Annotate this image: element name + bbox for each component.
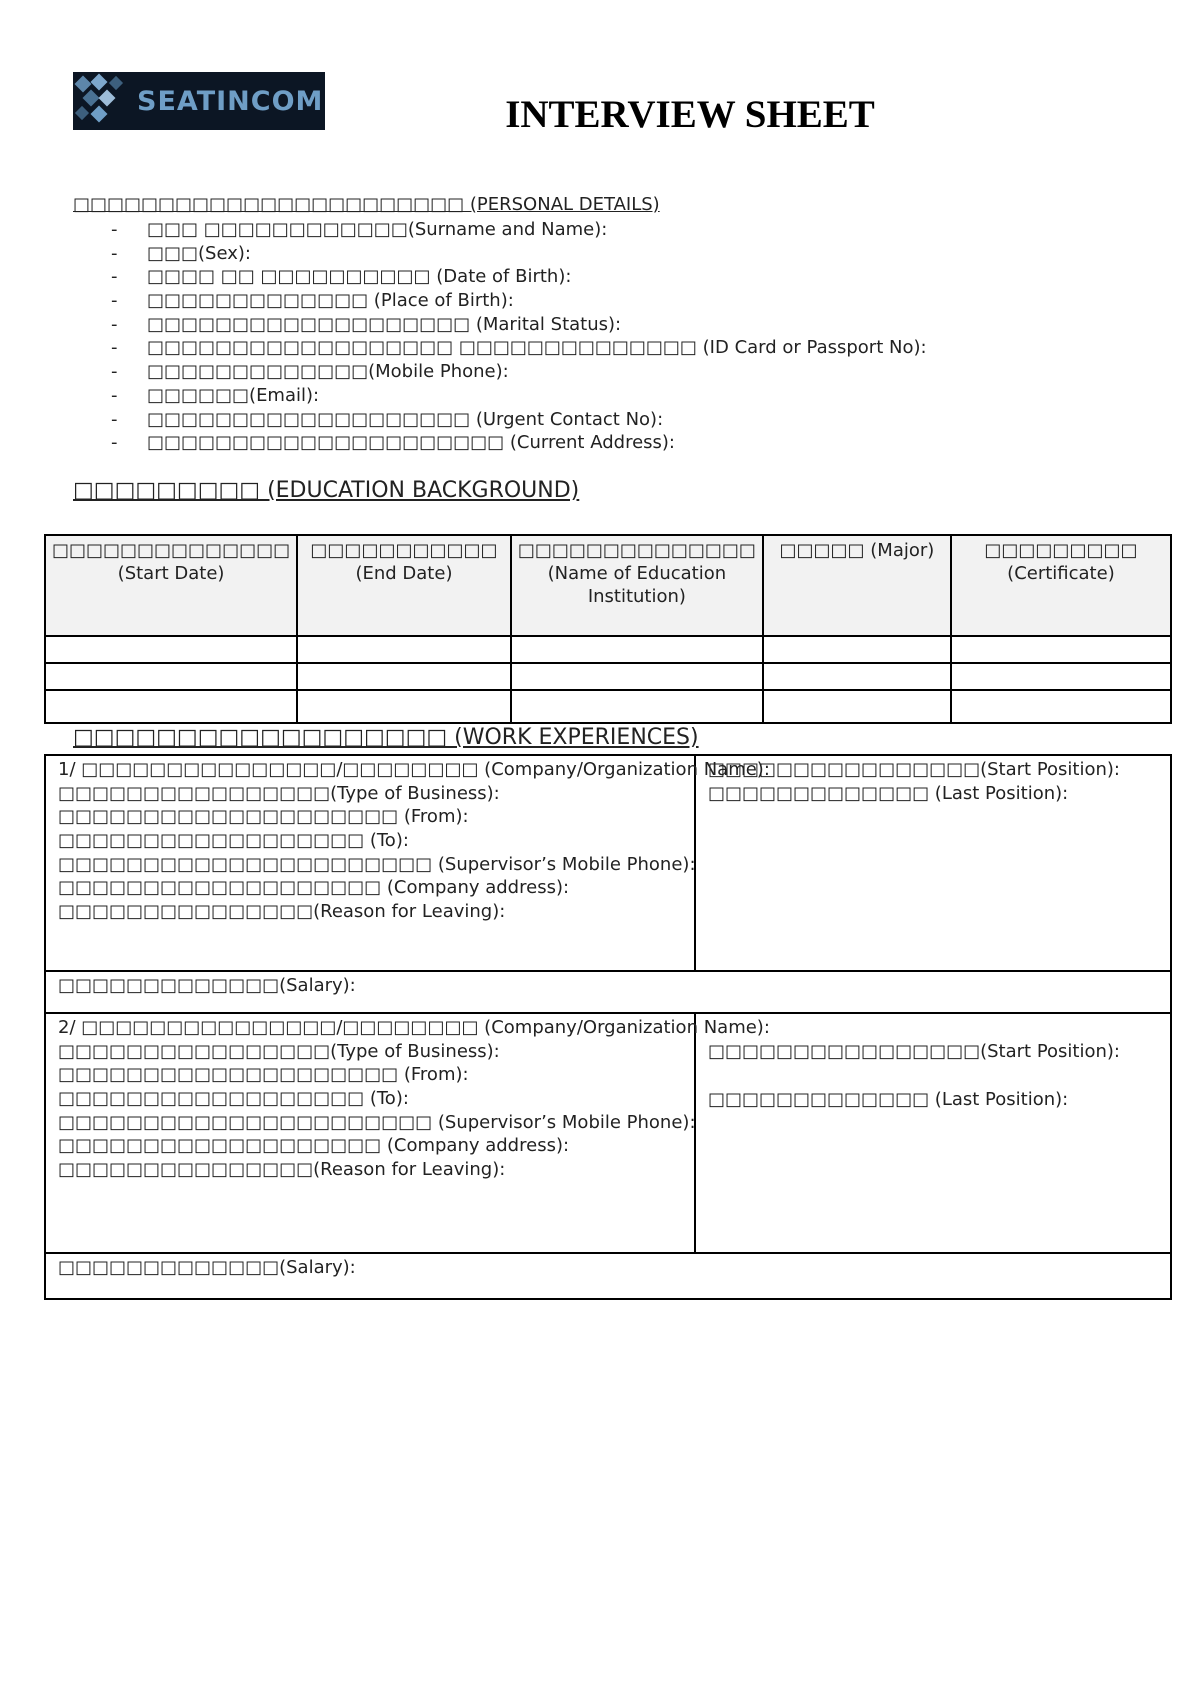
work-last-position: □□□□□□□□□□□□□ (Last Position): xyxy=(708,782,1069,804)
work-experience-heading: □□□□□□□□□□□□□□□□□□ (WORK EXPERIENCES) xyxy=(73,725,699,750)
table-cell[interactable] xyxy=(951,690,1171,723)
table-cell[interactable] xyxy=(297,636,511,663)
personal-field-email: - □□□□□□(Email): xyxy=(111,384,320,406)
work-entry-details xyxy=(46,756,770,970)
edu-col-major: □□□□□ (Major) xyxy=(763,535,951,636)
table-cell[interactable] xyxy=(45,663,297,690)
personal-field-id-card: - □□□□□□□□□□□□□□□□□□ □□□□□□□□□□□□□□ (ID Card or Passport No): xyxy=(111,337,927,359)
work-entry-details xyxy=(46,1014,770,1252)
table-cell[interactable] xyxy=(45,690,297,723)
table-cell[interactable] xyxy=(297,690,511,723)
personal-details-heading: □□□□□□□□□□□□□□□□□□□□□□□ (PERSONAL DETAILS) xyxy=(73,194,660,215)
company-logo xyxy=(73,72,325,130)
personal-details-list xyxy=(73,218,927,455)
personal-field-birthplace: - □□□□□□□□□□□□□ (Place of Birth): xyxy=(111,290,514,312)
work-last-position: □□□□□□□□□□□□□ (Last Position): xyxy=(708,1088,1069,1110)
work-business-type: □□□□□□□□□□□□□□□□(Type of Business): xyxy=(58,782,500,804)
edu-col-institution: □□□□□□□□□□□□□□ (Name of Education Institution) xyxy=(511,535,763,636)
table-cell[interactable] xyxy=(763,690,951,723)
work-entry-2 xyxy=(44,1014,1172,1300)
work-company-name: 1/ □□□□□□□□□□□□□□□/□□□□□□□□ (Company/Organization Name): xyxy=(58,759,770,780)
work-to: □□□□□□□□□□□□□□□□□□ (To): xyxy=(58,1088,409,1110)
table-cell[interactable] xyxy=(511,690,763,723)
table-cell[interactable] xyxy=(511,636,763,663)
table-cell[interactable] xyxy=(297,663,511,690)
spacer xyxy=(708,1064,1170,1088)
personal-field-mobile: - □□□□□□□□□□□□□(Mobile Phone): xyxy=(111,361,509,383)
table-cell[interactable] xyxy=(763,636,951,663)
personal-field-marital-status: - □□□□□□□□□□□□□□□□□□□ (Marital Status): xyxy=(111,313,622,335)
personal-field-dob: - □□□□ □□ □□□□□□□□□□ (Date of Birth): xyxy=(111,266,572,288)
logo-mark-icon xyxy=(73,72,135,130)
work-entry-1 xyxy=(44,754,1172,1014)
work-company-address: □□□□□□□□□□□□□□□□□□□ (Company address): xyxy=(58,1135,570,1157)
table-cell[interactable] xyxy=(763,663,951,690)
table-cell[interactable] xyxy=(951,663,1171,690)
work-salary: □□□□□□□□□□□□□(Salary): xyxy=(58,975,356,996)
work-to: □□□□□□□□□□□□□□□□□□ (To): xyxy=(58,830,409,852)
personal-field-urgent-contact: - □□□□□□□□□□□□□□□□□□□ (Urgent Contact No): xyxy=(111,408,664,430)
work-salary: □□□□□□□□□□□□□(Salary): xyxy=(58,1257,356,1278)
logo-text: SEATINCOM xyxy=(137,85,324,117)
work-start-position: □□□□□□□□□□□□□□□□(Start Position): xyxy=(708,1041,1120,1062)
work-start-position: □□□□□□□□□□□□□□□□(Start Position): xyxy=(708,759,1120,780)
work-entry-positions xyxy=(696,756,1170,970)
table-row xyxy=(45,690,1171,723)
table-row xyxy=(45,663,1171,690)
personal-field-name: - □□□ □□□□□□□□□□□□(Surname and Name): xyxy=(111,219,608,240)
work-business-type: □□□□□□□□□□□□□□□□(Type of Business): xyxy=(58,1040,500,1062)
work-from: □□□□□□□□□□□□□□□□□□□□ (From): xyxy=(58,1064,469,1086)
work-company-name: 2/ □□□□□□□□□□□□□□□/□□□□□□□□ (Company/Organization Name): xyxy=(58,1017,770,1038)
table-cell[interactable] xyxy=(511,663,763,690)
work-reason-leaving: □□□□□□□□□□□□□□□(Reason for Leaving): xyxy=(58,901,506,923)
table-row xyxy=(45,636,1171,663)
work-supervisor-phone: □□□□□□□□□□□□□□□□□□□□□□ (Supervisor’s Mobile Phone): xyxy=(58,853,696,875)
edu-col-certificate: □□□□□□□□□ (Certificate) xyxy=(951,535,1171,636)
personal-field-sex: - □□□(Sex): xyxy=(111,242,251,264)
edu-col-end-date: □□□□□□□□□□□ (End Date) xyxy=(297,535,511,636)
work-entry-positions xyxy=(696,1014,1170,1252)
table-cell[interactable] xyxy=(951,636,1171,663)
document-title: INTERVIEW SHEET xyxy=(505,93,875,136)
education-table xyxy=(44,534,1172,724)
work-reason-leaving: □□□□□□□□□□□□□□□(Reason for Leaving): xyxy=(58,1159,506,1181)
work-company-address: □□□□□□□□□□□□□□□□□□□ (Company address): xyxy=(58,877,570,899)
work-supervisor-phone: □□□□□□□□□□□□□□□□□□□□□□ (Supervisor’s Mobile Phone): xyxy=(58,1111,696,1133)
education-heading: □□□□□□□□□ (EDUCATION BACKGROUND) xyxy=(73,478,580,503)
edu-col-start-date: □□□□□□□□□□□□□□ (Start Date) xyxy=(45,535,297,636)
personal-field-address: - □□□□□□□□□□□□□□□□□□□□□ (Current Address): xyxy=(111,432,675,454)
work-from: □□□□□□□□□□□□□□□□□□□□ (From): xyxy=(58,806,469,828)
table-cell[interactable] xyxy=(45,636,297,663)
